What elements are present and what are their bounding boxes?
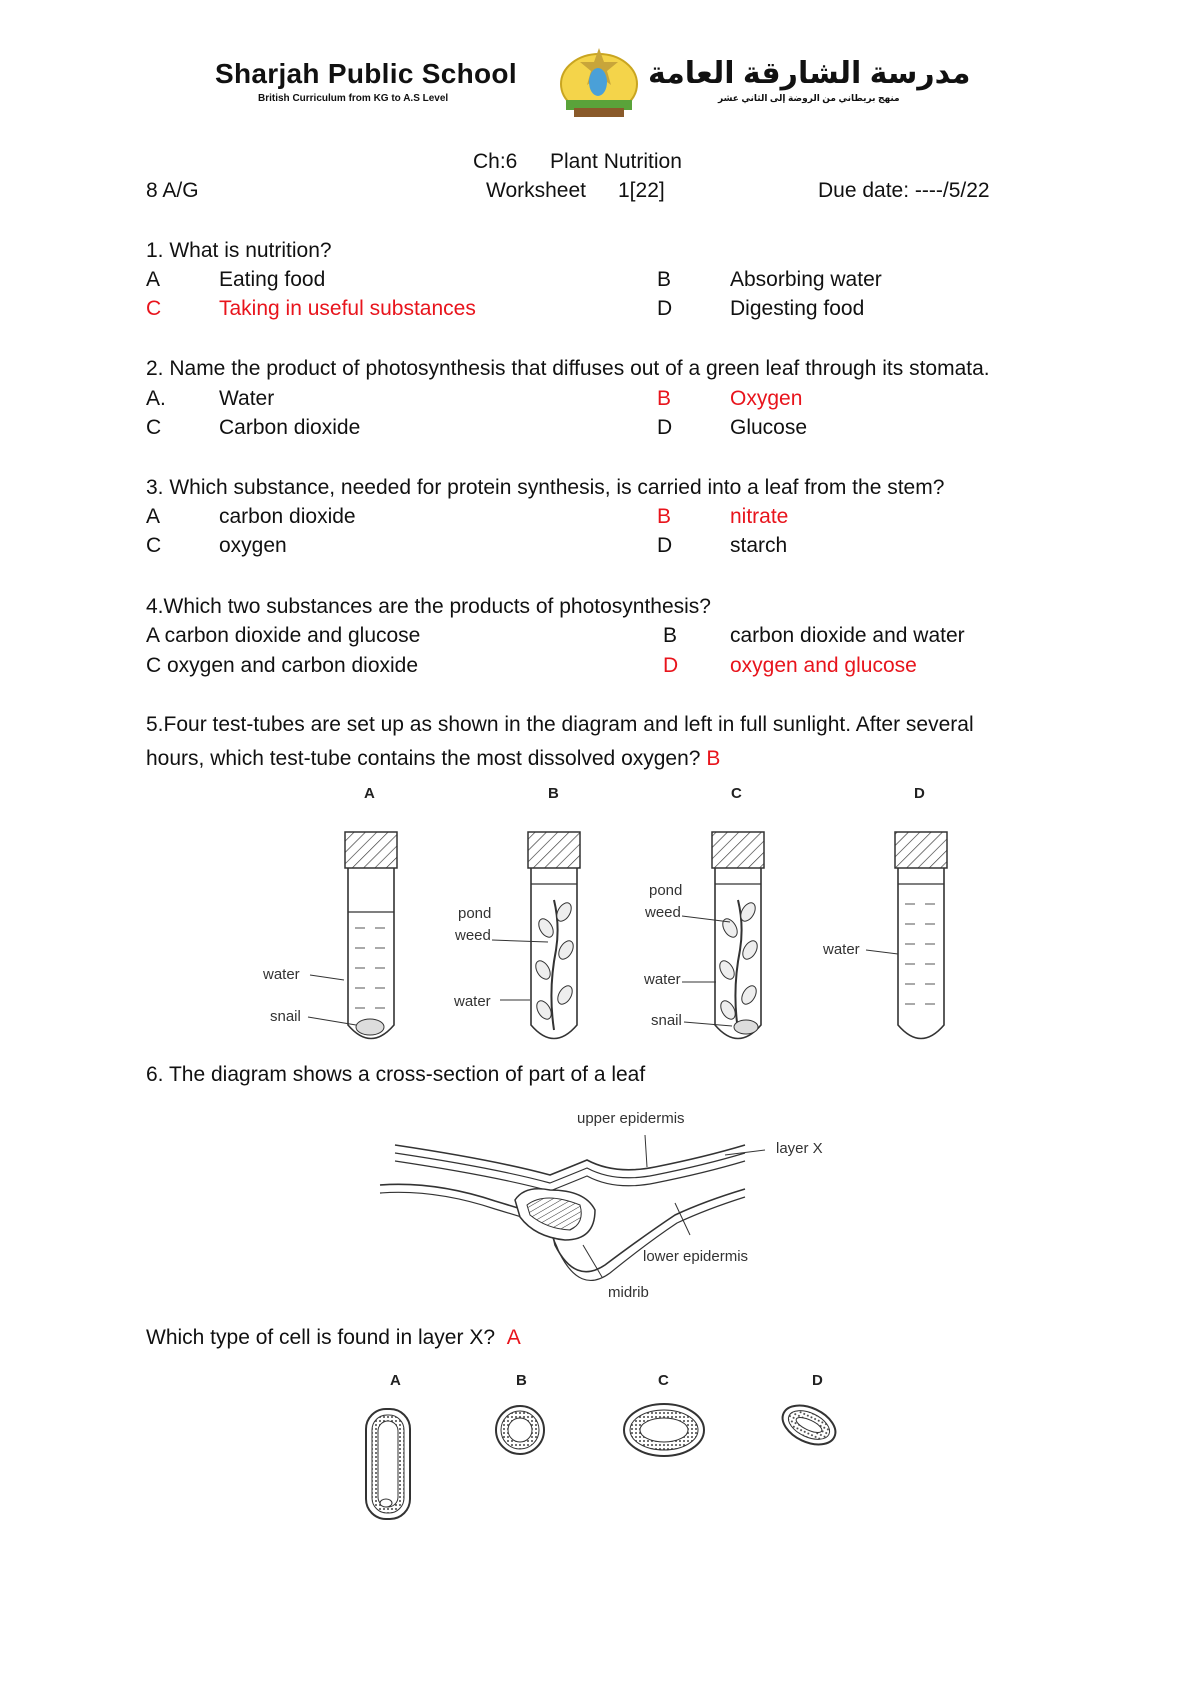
q2-option-a: Water <box>219 387 275 410</box>
q4-option-d-letter: D <box>663 654 679 677</box>
q3-option-b-letter: B <box>657 505 672 528</box>
q3-option-d-letter: D <box>657 534 673 557</box>
test-tubes-diagram <box>230 820 970 1060</box>
tube-b-letter: B <box>548 785 559 802</box>
q3-option-a: carbon dioxide <box>219 505 356 528</box>
q4-option-d-answer: oxygen and glucose <box>730 654 917 677</box>
q1-option-c-answer: Taking in useful substances <box>219 297 476 320</box>
q5-text-line2 <box>146 747 720 771</box>
q2-text: 2. Name the product of photosynthesis that diffuses out of a green leaf through its stomata. <box>146 357 990 380</box>
school-name-english: Sharjah Public School <box>215 58 517 89</box>
tube-a-snail-label: snail <box>270 1008 301 1025</box>
cell-a-letter: A <box>390 1372 401 1389</box>
tube-d-water-label: water <box>823 941 860 958</box>
q3-option-b-answer: nitrate <box>730 505 789 528</box>
q3-option-a-letter: A <box>146 505 161 528</box>
q4-option-b-letter: B <box>663 624 678 647</box>
worksheet-label: Worksheet <box>486 179 586 202</box>
q1-option-c-letter: C <box>146 297 162 320</box>
school-subtitle-english: British Curriculum from KG to A.S Level <box>258 93 449 104</box>
q1-option-d-letter: D <box>657 297 673 320</box>
layer-x-label: layer X <box>776 1140 823 1157</box>
leaf-cross-section-diagram <box>375 1105 795 1305</box>
tube-d <box>866 832 947 1039</box>
cell-c-letter: C <box>658 1372 669 1389</box>
q1-option-a-letter: A <box>146 268 161 291</box>
q3-option-d: starch <box>730 534 788 557</box>
q2-option-c-letter: C <box>146 416 162 439</box>
tube-c-pond-label: pond <box>649 882 683 899</box>
cell-b <box>496 1406 544 1454</box>
cell-d-letter: D <box>812 1372 823 1389</box>
midrib-label: midrib <box>608 1284 649 1301</box>
q2-option-d-letter: D <box>657 416 673 439</box>
cell-c <box>624 1404 704 1456</box>
q4-option-b: carbon dioxide and water <box>730 624 965 647</box>
tube-c-letter: C <box>731 785 742 802</box>
q1-option-a: Eating food <box>219 268 326 291</box>
tube-d-letter: D <box>914 785 925 802</box>
worksheet-title: Plant Nutrition <box>550 150 682 173</box>
q4-option-a: A carbon dioxide and glucose <box>146 624 421 647</box>
cell-b-letter: B <box>516 1372 527 1389</box>
q3-option-c: oxygen <box>219 534 287 557</box>
q1-text: 1. What is nutrition? <box>146 239 332 262</box>
q2-option-d: Glucose <box>730 416 808 439</box>
tube-a-letter: A <box>364 785 375 802</box>
worksheet-number: 1[22] <box>618 179 665 202</box>
q1-option-b: Absorbing water <box>730 268 882 291</box>
q4-option-c: C oxygen and carbon dioxide <box>146 654 419 677</box>
school-logo-icon <box>556 44 642 122</box>
q6-text: 6. The diagram shows a cross-section of part of a leaf <box>146 1063 646 1086</box>
cell-types-diagram <box>350 1395 850 1525</box>
tube-b <box>492 832 580 1039</box>
q5-question: hours, which test-tube contains the most dissolved oxygen? <box>146 747 701 770</box>
cell-a <box>366 1409 410 1519</box>
q2-option-c: Carbon dioxide <box>219 416 361 439</box>
q2-option-b-answer: Oxygen <box>730 387 803 410</box>
tube-c <box>682 832 764 1039</box>
tube-c-water-label: water <box>644 971 681 988</box>
tube-a-water-label: water <box>263 966 300 983</box>
q3-text: 3. Which substance, needed for protein synthesis, is carried into a leaf from the stem? <box>146 476 945 499</box>
cell-d <box>776 1398 841 1452</box>
q6-question-line <box>146 1326 521 1350</box>
q6-question: Which type of cell is found in layer X? <box>146 1326 496 1349</box>
q5-answer: B <box>706 747 721 770</box>
lower-epidermis-label: lower epidermis <box>643 1248 749 1265</box>
tube-b-weed-label: weed <box>455 927 491 944</box>
chapter-label: Ch:6 <box>473 150 518 173</box>
q1-option-b-letter: B <box>657 268 672 291</box>
tube-c-weed-label: weed <box>645 904 681 921</box>
q1-option-d: Digesting food <box>730 297 865 320</box>
q5-text-line1: 5.Four test-tubes are set up as shown in the diagram and left in full sunlight. After several <box>146 713 974 736</box>
tube-b-water-label: water <box>454 993 491 1010</box>
due-date: Due date: ----/5/22 <box>818 179 990 202</box>
tube-b-pond-label: pond <box>458 905 492 922</box>
class-label: 8 A/G <box>146 179 199 202</box>
upper-epidermis-label: upper epidermis <box>577 1110 685 1127</box>
q2-option-b-letter: B <box>657 387 672 410</box>
school-name-arabic: مدرسة الشارقة العامة <box>648 57 971 90</box>
q6-answer: A <box>506 1326 521 1349</box>
q4-text: 4.Which two substances are the products of photosynthesis? <box>146 595 711 618</box>
q3-option-c-letter: C <box>146 534 162 557</box>
tube-a <box>308 832 397 1039</box>
school-subtitle-arabic: منهج بريطاني من الروضة إلى الثاني عشر <box>718 93 900 103</box>
q2-option-a-letter: A. <box>146 387 166 410</box>
tube-c-snail-label: snail <box>651 1012 682 1029</box>
